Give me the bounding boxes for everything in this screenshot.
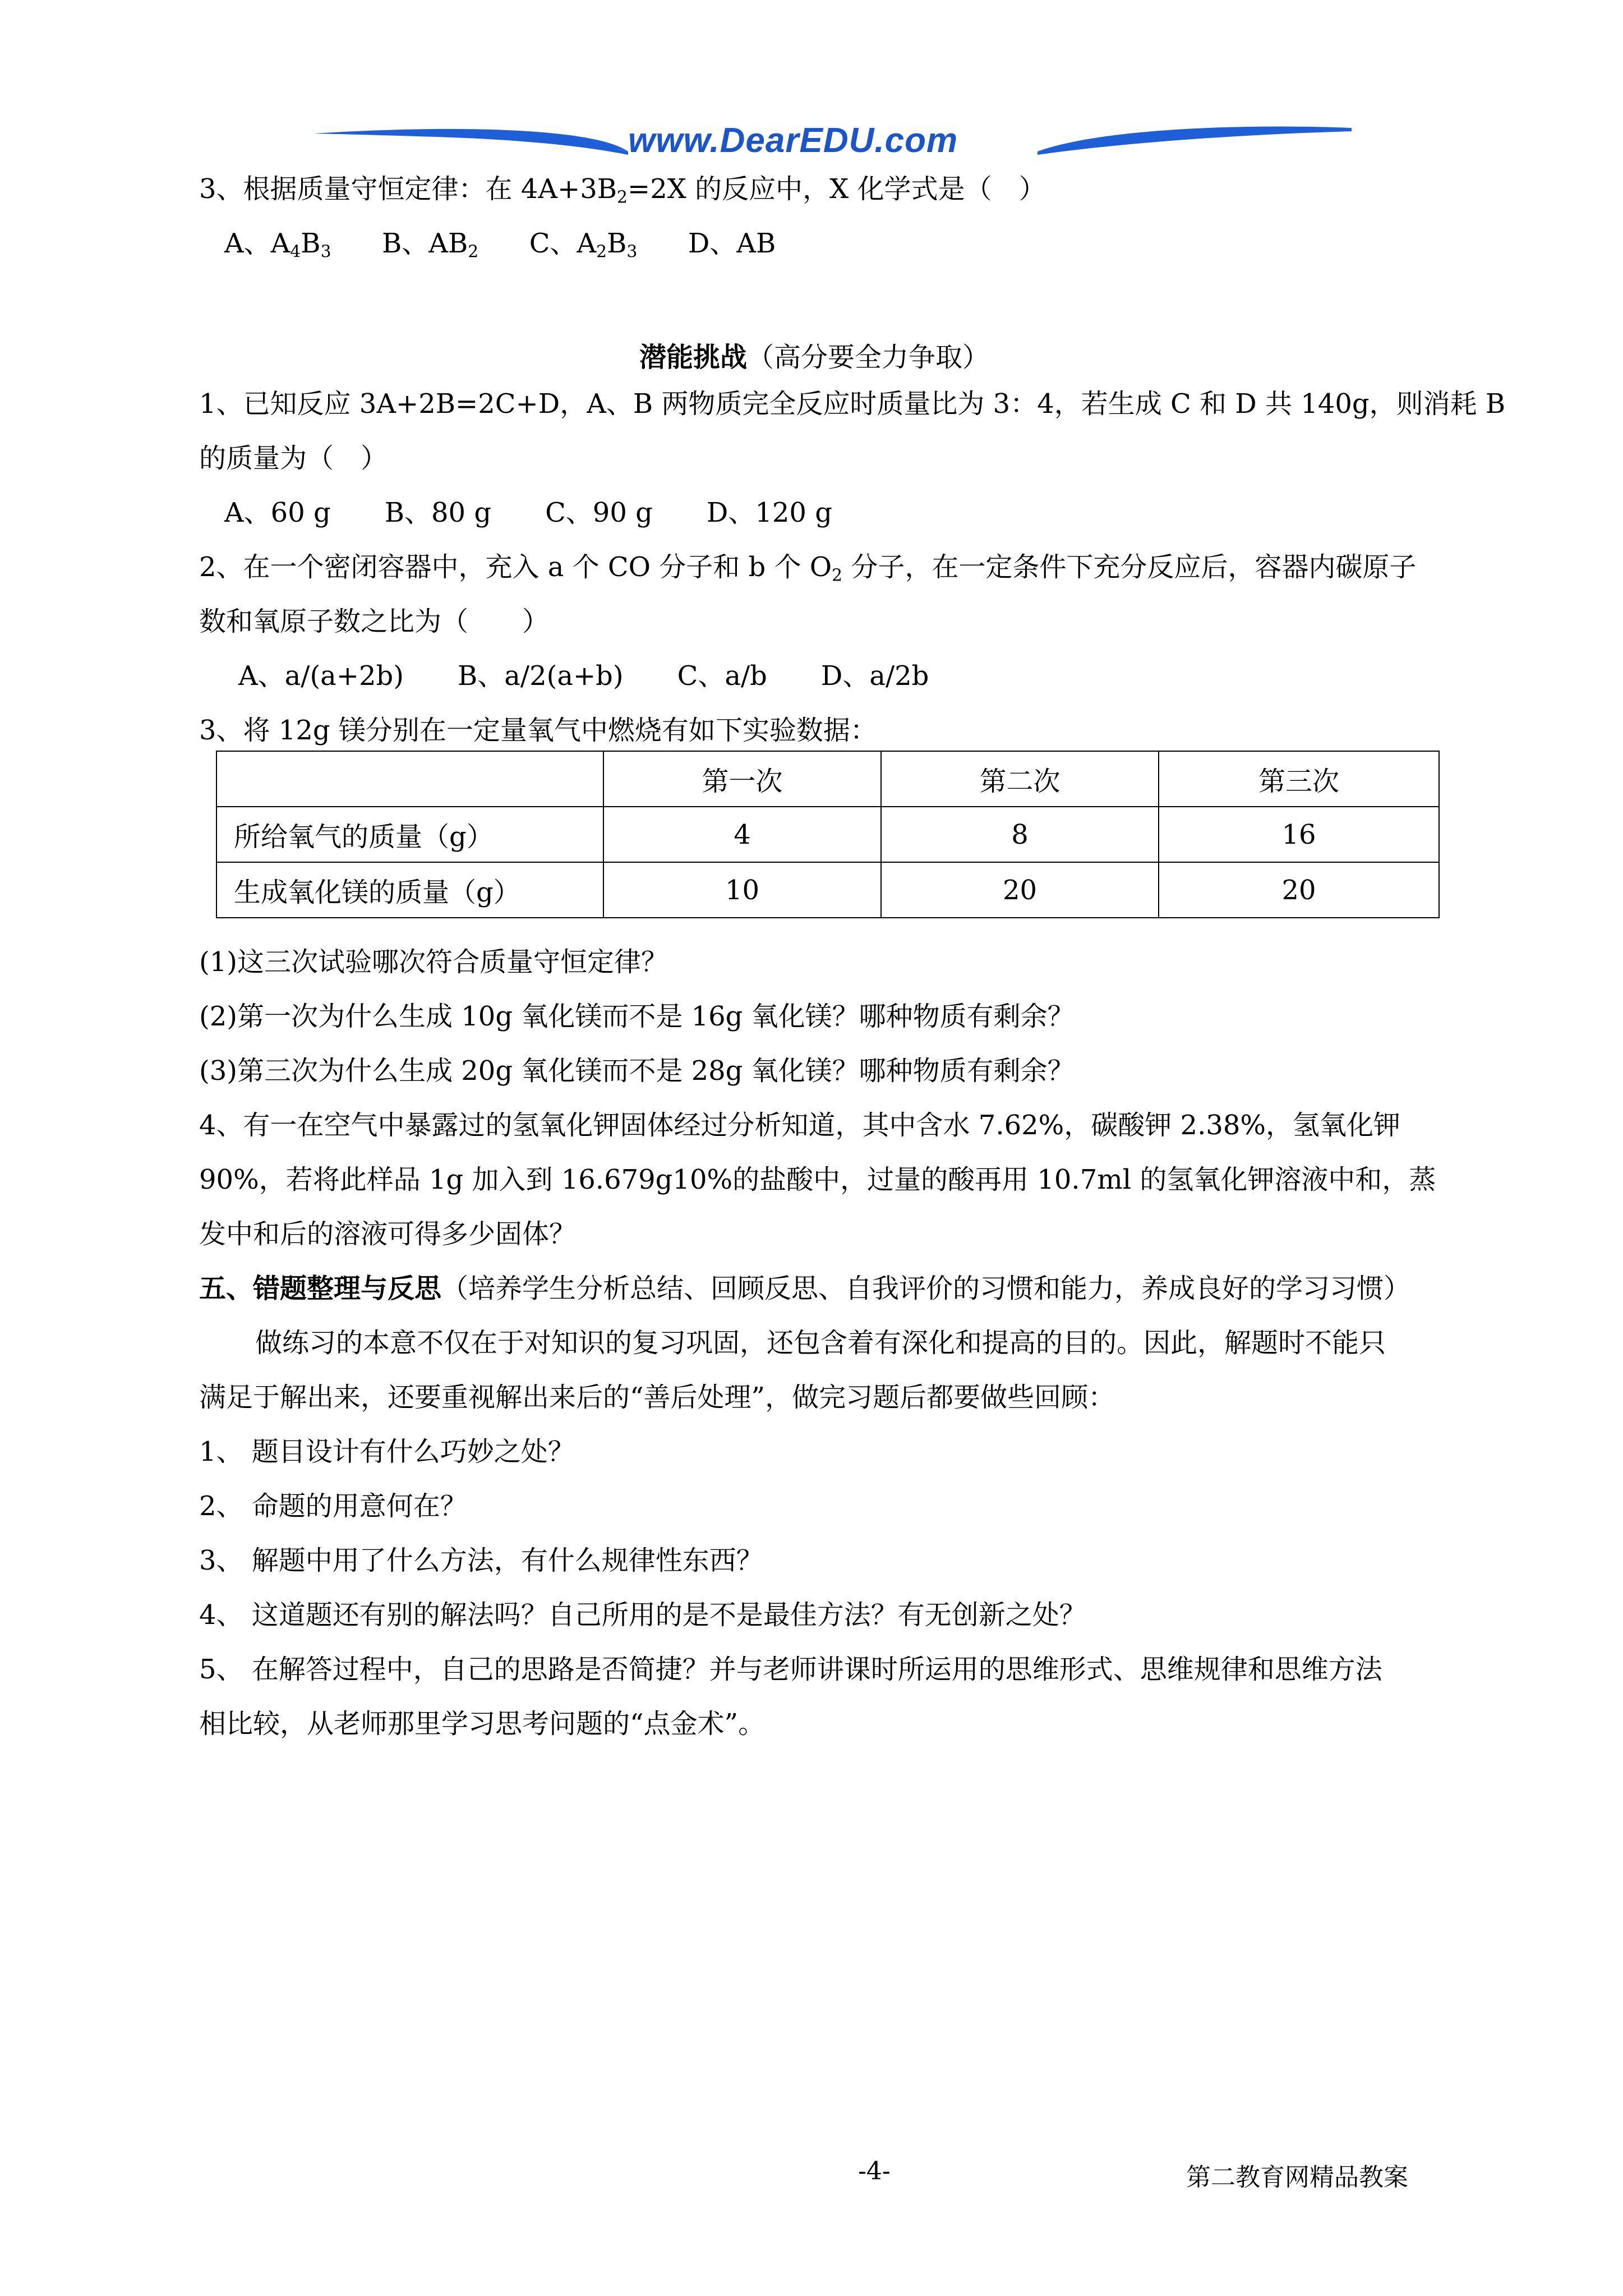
list-item: 5、 在解答过程中，自己的思路是否简捷？并与老师讲课时所运用的思维形式、思维规律和思维方法 xyxy=(199,1654,1382,1685)
challenge-1-line-2: 的质量为（ ） xyxy=(199,443,388,474)
table-row-label: 所给氧气的质量（g） xyxy=(216,807,603,862)
section-5-title xyxy=(199,1275,1410,1302)
challenge-title-bold: 潜能挑战 xyxy=(639,342,748,373)
section-5-title-bold: 五、错题整理与反思 xyxy=(199,1273,442,1304)
table-cell: 20 xyxy=(881,862,1159,918)
challenge-1-options: A、60 g B、80 g C、90 g D、120 g xyxy=(224,497,832,528)
table-cell: 16 xyxy=(1159,807,1439,862)
q3-option-d: D、AB xyxy=(688,228,776,259)
table-header-cell: 第二次 xyxy=(881,751,1159,807)
q3-prefix: 3、根据质量守恒定律：在 4A+3B xyxy=(199,173,617,205)
challenge-2-options: A、a/(a+2b) B、a/2(a+b) C、a/b D、a/2b xyxy=(238,660,929,692)
q3-subscript: 2 xyxy=(617,187,628,208)
q3-option-b: B、$AB_2$ xyxy=(382,228,479,262)
table-cell: 8 xyxy=(881,807,1159,862)
challenge-4-line-2: 90%，若将此样品 1g 加入到 16.679g10%的盐酸中，过量的酸再用 10.7ml 的氢氧化钾溶液中和，蒸 xyxy=(199,1164,1436,1195)
challenge-1-line-1: 1、已知反应 3A+2B=2C+D，A、B 两物质完全反应时质量比为 3：4，若生成 C 和 D 共 140g，则消耗 B xyxy=(199,388,1506,420)
challenge-title xyxy=(639,335,989,374)
list-item: 3、 解题中用了什么方法，有什么规律性东西？ xyxy=(199,1545,763,1576)
experiment-table xyxy=(216,751,1440,918)
section-5-title-rest: （培养学生分析总结、回顾反思、自我评价的习惯和能力，养成良好的学习习惯） xyxy=(441,1273,1411,1304)
challenge-4-line-3: 发中和后的溶液可得多少固体？ xyxy=(199,1218,577,1250)
table-cell: 4 xyxy=(603,807,881,862)
challenge-3-sub-2: (2)第一次为什么生成 10g 氧化镁而不是 16g 氧化镁？哪种物质有剩余？ xyxy=(199,1001,1075,1032)
section-5-paragraph-line-2: 满足于解出来，还要重视解出来后的“善后处理”，做完习题后都要做些回顾： xyxy=(199,1382,1115,1413)
list-item: 1、 题目设计有什么巧妙之处？ xyxy=(199,1436,575,1467)
challenge-3-intro: 3、将 12g 镁分别在一定量氧气中燃烧有如下实验数据： xyxy=(199,715,877,746)
q3-option-c: C、$A_2B_3$ xyxy=(529,228,638,262)
table-header-cell xyxy=(216,751,603,807)
footer-site-name: 第二教育网精品教案 xyxy=(1186,2163,1408,2192)
table-header-cell: 第一次 xyxy=(603,751,881,807)
q3-suffix: =2X 的反应中，X 化学式是（ ） xyxy=(627,173,1046,205)
challenge-3-sub-3: (3)第三次为什么生成 20g 氧化镁而不是 28g 氧化镁？哪种物质有剩余？ xyxy=(199,1055,1075,1087)
logo-text: www.DearEDU.com xyxy=(628,121,958,160)
question-3 xyxy=(199,173,1046,208)
question-3-options xyxy=(224,228,776,262)
challenge-2-line-1: 2、在一个密闭容器中，充入 a 个 CO 分子和 b 个 $O_2$ 分子，在一定条件下充分反应后，容器内碳原子 xyxy=(199,551,1417,586)
list-item-continuation: 相比较，从老师那里学习思考问题的“点金术”。 xyxy=(199,1708,766,1740)
challenge-4-line-1: 4、有一在空气中暴露过的氢氧化钾固体经过分析知道，其中含水 7.62%，碳酸钾 2.38%，氢氧化钾 xyxy=(199,1110,1401,1141)
challenge-3-sub-1: (1)这三次试验哪次符合质量守恒定律？ xyxy=(199,946,668,978)
q3-option-a: A、$A_4B_3$ xyxy=(224,228,331,262)
table-row-label: 生成氧化镁的质量（g） xyxy=(216,862,603,918)
list-item: 4、 这道题还有别的解法吗？自己所用的是不是最佳方法？有无创新之处？ xyxy=(199,1599,1086,1631)
challenge-2-line-2: 数和氧原子数之比为（ ） xyxy=(199,606,550,637)
table-row xyxy=(216,862,1439,918)
table-row xyxy=(216,807,1439,862)
table-cell: 20 xyxy=(1159,862,1439,918)
table-cell: 10 xyxy=(603,862,881,918)
page-number: -4- xyxy=(858,2157,891,2185)
section-5-paragraph-line-1: 做练习的本意不仅在于对知识的复习巩固，还包含着有深化和提高的目的。因此，解题时不能只 xyxy=(255,1327,1386,1359)
challenge-title-rest: （高分要全力争取） xyxy=(747,342,990,373)
table-header-cell: 第三次 xyxy=(1159,751,1439,807)
table-header-row xyxy=(216,751,1439,807)
list-item: 2、 命题的用意何在？ xyxy=(199,1490,467,1522)
